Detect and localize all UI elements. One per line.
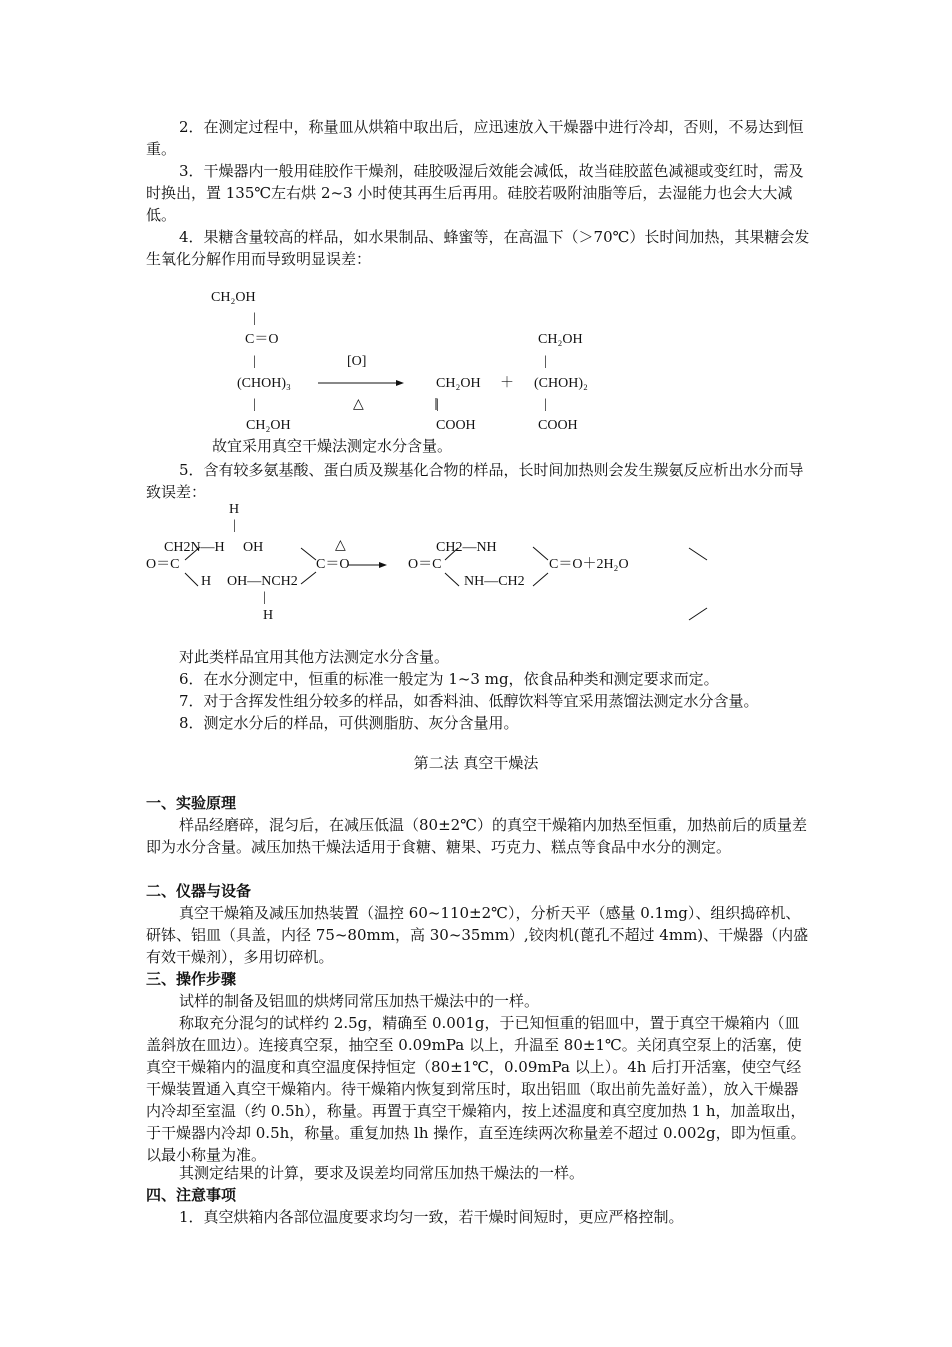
product-water: C＝O＋2H₂O [549, 557, 629, 572]
bond-line [185, 573, 198, 586]
bond-bar: | [233, 518, 236, 533]
paragraph-2: 2．在测定过程中，称量皿从烘箱中取出后，应迅速放入干燥器中进行冷却，否则，不易达到恒重。 [146, 118, 804, 158]
bond-line [533, 547, 548, 560]
group-co-mid: C＝O [316, 557, 350, 572]
bond-line [185, 547, 200, 560]
bond-line [445, 573, 459, 586]
bond-bar: | [263, 590, 266, 605]
bond-bar: | [253, 397, 256, 412]
reagent-oxygen: [O] [347, 354, 367, 369]
product2-ch2oh: CH₂OH [538, 332, 583, 347]
note-other-methods: 对此类样品宜用其他方法测定水分含量。 [179, 648, 450, 666]
bond-bar: | [253, 354, 256, 369]
group-oh: OH [243, 540, 264, 555]
bond-line [533, 573, 548, 586]
product1-ch2oh: CH₂OH [436, 376, 481, 391]
atom-h-bottom: H [263, 608, 274, 623]
section-1-body: 样品经磨碎，混匀后，在减压低温（80±2℃）的真空干燥箱内加热至恒重，加热前后的质量差即为水分含量。减压加热干燥法适用于食糖、糖果、巧克力、糕点等食品中水分的测定。 [146, 816, 807, 856]
atom-h-top: H [229, 502, 240, 517]
paragraph-5: 5．含有较多氨基酸、蛋白质及羰基化合物的样品，长时间加热则会发生羰氨反应析出水分而导致误差： [146, 461, 804, 501]
group-oc-left: O＝C [146, 557, 180, 572]
paragraph-6: 6．在水分测定中，恒重的标准一般定为 1~3 mg，依食品种类和测定要求而定。 [179, 670, 719, 688]
reaction-arrow-head [396, 380, 404, 386]
product2-chohchain: (CHOH)₂ [534, 376, 588, 391]
bond-line [301, 572, 316, 584]
atom-h-left: H [201, 574, 212, 589]
bracket-line [689, 608, 707, 620]
group-nhch2-product: NH—CH2 [464, 574, 525, 589]
section-4-title: 四、注意事项 [146, 1186, 237, 1204]
section-4-para-1: 1．真空烘箱内各部位温度要求均匀一致，若干燥时间短时，更应严格控制。 [179, 1208, 684, 1226]
section-3-para-1: 试样的制备及铝皿的烘烤同常压加热干燥法中的一样。 [179, 992, 540, 1010]
group-oh-nch2: OH—NCH2 [227, 574, 298, 589]
bond-bar: | [544, 354, 547, 369]
bond-line [301, 548, 316, 560]
product2-cooh: COOH [538, 418, 578, 433]
bond-bar: | [436, 397, 439, 412]
section-3-title: 三、操作步骤 [146, 970, 237, 988]
product1-cooh: COOH [436, 418, 476, 433]
paragraph-7: 7．对于含挥发性组分较多的样品，如香料油、低醇饮料等宜采用蒸馏法测定水分含量。 [179, 692, 759, 710]
condition-heat: △ [353, 397, 364, 412]
section-3-para-2: 称取充分混匀的试样约 2.5g，精确至 0.001g，于已知恒重的铝皿中，置于真空干燥箱内（皿盖斜放在皿边）。连接真空泵，抽空至 0.09mPa 以上，升温至 80±1℃。关闭真空泵上的活塞，使真空干燥箱内的温度和真空温度保持恒定（80±1℃，0.09mPa 以上）。4h 后打开活塞，使空气经干燥装置通入真空干燥箱内。待干燥箱内恢复到常压时，取出铝皿（取出前先盖好盖），放入干燥器内冷却至室温（约 0.5h），称量。再置于真空干燥箱内，按上述温度和真空度加热 1 h，加盖取出，于干燥器内冷却 0.5h，称量。重复加热 lh 操作，直至连续两次称量差不超过 0.002g，即为恒重。以最小称量为准。 [146, 1014, 806, 1164]
paragraph-3: 3．干燥器内一般用硅胶作干燥剂，硅胶吸湿后效能会减低，故当硅胶蓝色减褪或变红时，需及时换出，置 135℃左右烘 2~3 小时使其再生后再用。硅胶若吸附油脂等后，去湿能力也会大大减低。 [146, 162, 804, 224]
bracket-line [689, 548, 707, 560]
condition-heat: △ [335, 538, 346, 553]
bond-line [445, 548, 458, 560]
section-1-title: 一、实验原理 [146, 794, 237, 812]
reaction-arrow-head [379, 562, 387, 568]
group-ch2nh: CH2N—H [164, 540, 225, 555]
reactant-ch2oh-top: CH₂OH [211, 290, 256, 305]
section-2-body: 真空干燥箱及减压加热装置（温控 60~110±2℃），分析天平（感量 0.1mg）、组织捣碎机、研钵、铝皿（具盖，内径 75~80mm，高 30~35mm）,铰肉机(蓖孔不超过 4mm)、干燥器（内盛有效干燥剂），多用切碎机。 [146, 904, 809, 966]
note-vacuum-method: 故宜采用真空干燥法测定水分含量。 [212, 437, 453, 455]
section-2-title: 二、仪器与设备 [146, 882, 252, 900]
bond-bar: | [253, 311, 256, 326]
reactant-carbonyl: C＝O [245, 332, 279, 347]
paragraph-8: 8．测定水分后的样品，可供测脂肪、灰分含量用。 [179, 714, 519, 732]
bond-bar: | [544, 397, 547, 412]
reactant-ch2oh-bottom: CH₂OH [246, 418, 291, 433]
group-oc-right: O＝C [408, 557, 442, 572]
reactant-chohchain: (CHOH)₃ [237, 376, 291, 391]
paragraph-4: 4．果糖含量较高的样品，如水果制品、蜂蜜等，在高温下（＞70℃）长时间加热，其果糖会发生氧化分解作用而导致明显误差： [146, 228, 810, 268]
plus-sign: ＋ [500, 376, 514, 391]
group-ch2nh-product: CH2—NH [436, 540, 497, 555]
section-3-para-3: 其测定结果的计算，要求及误差均同常压加热干燥法的一样。 [179, 1164, 585, 1182]
method-title: 第二法 真空干燥法 [413, 754, 539, 772]
